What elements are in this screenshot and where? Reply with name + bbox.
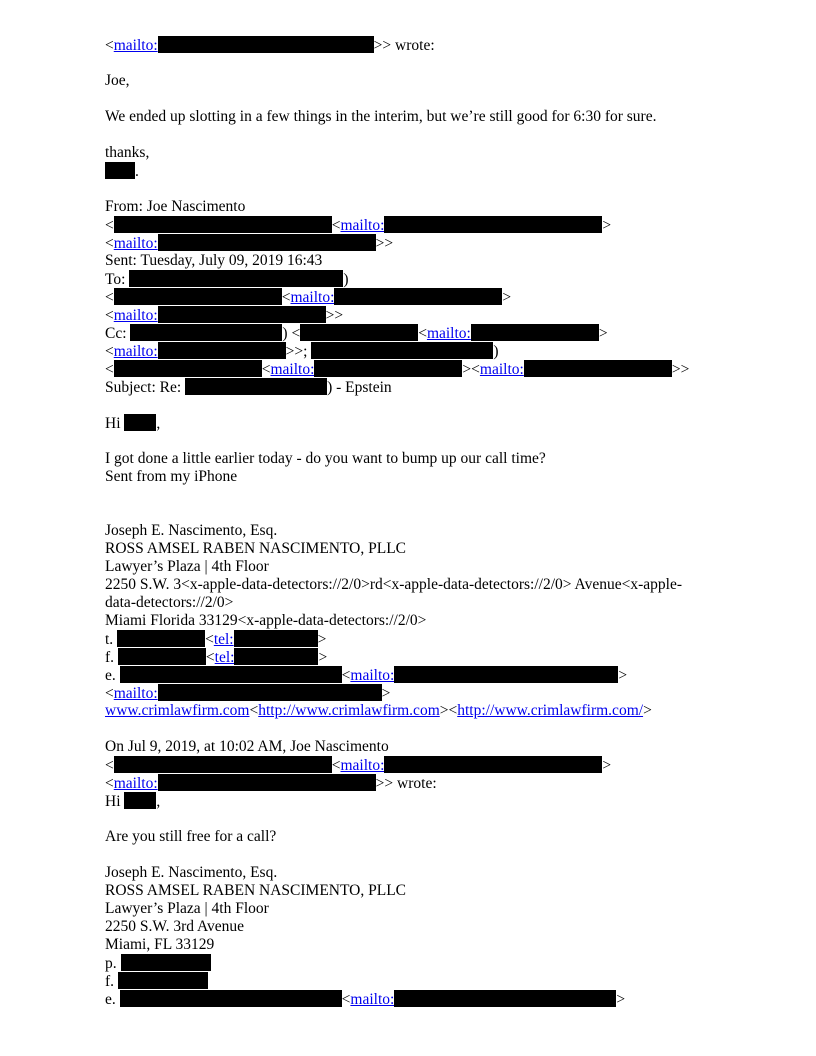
redaction (114, 216, 332, 233)
to-address-line: < <mailto: > (105, 289, 512, 306)
website-line: www.crimlawfirm.com<http://www.crimlawfirm.com><http://www.crimlawfirm.com/> (105, 702, 652, 719)
on-date-line: On Jul 9, 2019, at 10:02 AM, Joe Nascimento (105, 738, 389, 755)
signature-plaza: Lawyer’s Plaza | 4th Floor (105, 558, 269, 575)
subject-line: Subject: Re: ) - Epstein (105, 379, 392, 396)
cc-line: Cc: ) < <mailto: > (105, 325, 608, 342)
mailto-link[interactable]: mailto: (350, 667, 395, 684)
redaction (120, 990, 342, 1007)
mailto-link[interactable]: mailto: (113, 235, 158, 252)
redaction (314, 360, 462, 377)
redaction (114, 360, 262, 377)
redaction (524, 360, 672, 377)
greeting: Joe, (105, 72, 130, 89)
redaction (471, 324, 599, 341)
redaction (118, 972, 208, 989)
redaction (234, 630, 318, 647)
mailto-link[interactable]: mailto: (113, 775, 158, 792)
redaction (124, 414, 156, 431)
mailto-link[interactable]: mailto: (113, 343, 158, 360)
redaction (394, 666, 618, 683)
phone-line: t. <tel: > (105, 631, 327, 648)
redaction (300, 324, 418, 341)
redaction (158, 234, 376, 251)
redaction (384, 216, 602, 233)
from-line: From: Joe Nascimento (105, 198, 246, 215)
quoted-header-line: <mailto: >> wrote: (105, 37, 435, 54)
mailto-link[interactable]: mailto: (113, 685, 158, 702)
mailto-link[interactable]: mailto: (270, 361, 315, 378)
website-link[interactable]: http://www.crimlawfirm.com (258, 702, 440, 719)
sent-from: Sent from my iPhone (105, 468, 238, 485)
quoted-body: Are you still free for a call? (105, 828, 277, 845)
redaction (114, 756, 332, 773)
redaction (234, 648, 318, 665)
redaction (158, 36, 374, 53)
from-address-line: < <mailto: > (105, 217, 612, 234)
mailto-link[interactable]: mailto: (113, 37, 158, 54)
redaction (121, 954, 211, 971)
email-line: e. <mailto: > (105, 991, 626, 1008)
redaction (114, 288, 282, 305)
redaction (334, 288, 502, 305)
redaction (384, 756, 602, 773)
signature-plaza: Lawyer’s Plaza | 4th Floor (105, 900, 269, 917)
redaction (185, 378, 327, 395)
redaction (158, 774, 376, 791)
fax-line: f. (105, 972, 745, 990)
mailto-link[interactable]: mailto: (113, 307, 158, 324)
mailto-link[interactable]: mailto: (290, 289, 335, 306)
redaction (120, 666, 342, 683)
tel-link[interactable]: tel: (213, 631, 234, 648)
reply-body: We ended up slotting in a few things in the interim, but we’re still good for 6:30 for sure. (105, 108, 657, 125)
signature-street: 2250 S.W. 3rd Avenue (105, 918, 245, 935)
website-link[interactable]: www.crimlawfirm.com (105, 702, 250, 719)
mailto-link[interactable]: mailto: (350, 991, 395, 1008)
email-line: e. <mailto: > (105, 667, 628, 684)
redaction (117, 630, 205, 647)
message-body: I got done a little earlier today - do you want to bump up our call time? (105, 450, 546, 467)
signoff: thanks, (105, 144, 150, 161)
hi-line: Hi , (105, 415, 161, 432)
redaction (158, 306, 326, 323)
cc-line-2: <mailto: >>; ) (105, 343, 499, 360)
sent-line: Sent: Tuesday, July 09, 2019 16:43 (105, 252, 323, 269)
quoted-address-line-2: <mailto: >> wrote: (105, 775, 437, 792)
redaction (311, 342, 493, 359)
mailto-link[interactable]: mailto: (479, 361, 524, 378)
redaction (158, 342, 286, 359)
signature-firm: ROSS AMSEL RABEN NASCIMENTO, PLLC (105, 882, 407, 899)
email-document (105, 36, 745, 1008)
to-address-line-2: <mailto: >> (105, 307, 344, 324)
signature-city: Miami Florida 33129<x-apple-data-detectors://2/0> (105, 612, 427, 629)
signature-address: 2250 S.W. 3<x-apple-data-detectors://2/0>rd<x-apple-data-detectors://2/0> Avenue<x-apple-data-detectors://2/0> (105, 576, 682, 611)
redaction (124, 792, 156, 809)
signature-name: . (105, 162, 745, 180)
signature-name: Joseph E. Nascimento, Esq. (105, 522, 278, 539)
mailto-link[interactable]: mailto: (426, 325, 471, 342)
hi-line: Hi , (105, 793, 161, 810)
wrote-text: >> wrote: (373, 37, 435, 54)
redaction (130, 324, 282, 341)
phone-line: p. (105, 954, 745, 972)
from-address-line-2: <mailto: >> (105, 235, 394, 252)
redaction (129, 270, 343, 287)
signature-city: Miami, FL 33129 (105, 936, 215, 953)
redaction (118, 648, 206, 665)
website-link[interactable]: http://www.crimlawfirm.com/ (457, 702, 644, 719)
redaction (158, 684, 382, 701)
cc-line-3: < <mailto: ><mailto: >> (105, 361, 690, 378)
signature-name: Joseph E. Nascimento, Esq. (105, 864, 278, 881)
redaction (105, 162, 135, 179)
email-line-2: <mailto: > (105, 685, 391, 702)
to-line: To: ) (105, 271, 349, 288)
fax-line: f. <tel: > (105, 649, 328, 666)
quoted-address-line: < <mailto: > (105, 757, 612, 774)
mailto-link[interactable]: mailto: (340, 757, 385, 774)
tel-link[interactable]: tel: (214, 649, 235, 666)
redaction (394, 990, 616, 1007)
signature-firm: ROSS AMSEL RABEN NASCIMENTO, PLLC (105, 540, 407, 557)
mailto-link[interactable]: mailto: (340, 217, 385, 234)
